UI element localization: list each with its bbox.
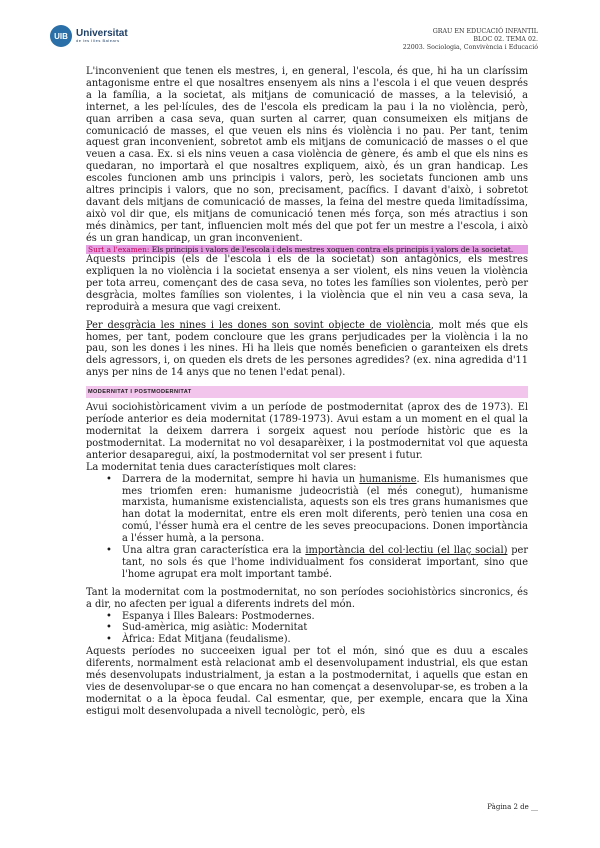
collectiu-term: importància del col·lectiu (el llaç social) — [305, 545, 508, 557]
university-logo — [50, 25, 128, 47]
section-heading: MODERNITAT I POSTMODERNITAT — [86, 386, 528, 398]
logo-text — [76, 29, 128, 43]
paragraph-7: Aquests períodes no succeeixen igual per tot el món, sinó que es duu a escales diferents, normalment està relacionat amb el desenvolupament industrial, els que estan més desenvolupats industrialment, ja estan a la postmodernitat, i aquells que estan en vies de desenvolupar-se o que encara no han començat a desenvolupar-se, es troben a la modernitat o a la època feudal. Cal esmentar, que, per exemple, encara que la Xina estigui molt desenvolupada a nivell tecnològic, però, els — [86, 646, 528, 717]
list-item: • Darrera de la modernitat, sempre hi havia un humanisme. Els humanismes que mes triomfen eren: humanisme judeocristià (el més conegut), humanisme marxista, humanisme existencialista, aquests son els tres grans humanismes que han dotat la modernitat, entre els eren molt diferents, però tenien una cosa en comú, l'ésser humà era el centre de les seves preocupacions. Donen importància a l'ésser humà, a la persona. — [86, 474, 528, 545]
header-course: 22003. Sociologia, Convivència i Educació — [402, 44, 538, 51]
list-item: • Una altra gran característica era la importància del col·lectiu (el llaç social) per tant, no sols és que l'home individualment fos considerat important, sino que l'home agrupat era molt important també. — [86, 545, 528, 581]
paragraph-3-rest: , molt més que els homes, per tant, podem concloure que les grans perjudicades per la violència i la no pau, son les dones i les nines. Hi ha lleis que només beneficien o garanteixen els drets dels agressors, i, on queden els drets de les persones agredides? (ex. nina agredida d'11 anys per nins de 14 anys que no tenen l'edat penal). — [86, 319, 528, 379]
document-body — [86, 66, 528, 718]
regions-list — [86, 611, 528, 647]
header-degree: GRAU EN EDUCACIÓ INFANTIL — [432, 28, 538, 35]
logo-subtitle: de les Illes Balears — [76, 38, 120, 43]
page-number: Pàgina 2 de __ — [487, 803, 538, 811]
paragraph-3 — [86, 320, 528, 380]
exam-text: Els principis i valors de l'escola i dels mestres xoquen contra els principis i valors de la societat. — [149, 244, 514, 254]
underlined-phrase: Per desgràcia les nines i les dones son sovint objecte de violència — [86, 319, 431, 331]
paragraph-5: La modernitat tenia dues característiques molt clares: — [86, 461, 357, 473]
characteristics-list — [86, 474, 528, 581]
list-item: • Espanya i Illes Balears: Postmodernes. — [86, 611, 528, 623]
paragraph-6: Tant la modernitat com la postmodernitat, no son períodes sociohistòrics sincronics, és a dir, no afecten per igual a diferents indrets del món. — [86, 586, 528, 610]
list-item: • Sud-amèrica, mig asiàtic: Modernitat — [86, 622, 528, 634]
logo-name: Universitat — [76, 28, 128, 39]
exam-highlight — [86, 245, 528, 255]
uib-logo-icon: UIB — [50, 25, 72, 47]
paragraph-1: L'inconvenient que tenen els mestres, i, en general, l'escola, és que, hi ha un claríssim antagonisme entre el que nosaltres ensenyem als nins a l'escola i el que veuen després a la família, a la societat, als mitjans de comunicació de masses, a la televisió, a internet, a les pel·lícules, des de l'escola els predicam la pau i la no violència, però, quan arriben a casa seva, quan surten al carrer, quan consumeixen els mitjans de comunicació de masses, el que veuen els nins és violència i no pau. Per tant, tenim aquest gran inconvenient, sobretot amb els mitjans de comunicació de masses o el que veuen a casa. Ex. si els nins veuen a casa violència de gènere, és amb el que els nins es quedaran, no importarà el que nosaltres expliquem, això, és un gran handicap. Les escoles funcionen amb uns principis i valors, però, les societats funcionen amb uns altres principis i valors, que no son, precisament, pacífics. I davant d'això, i sobretot davant dels mitjans de comunicació de masses, la feina del mestre queda limitadíssima, això vol dir que, els mitjans de comunicació tenen més força, son més atractius i son més dinàmics, per tant, influencien molt més del que pot fer un mestre a l'escola, i això és un gran handicap, un gran inconvenient. — [86, 66, 528, 244]
exam-label: Surt a l'examen: — [88, 244, 150, 254]
paragraph-4: Avui sociohistòricament vivim a un període de postmodernitat (aprox des de 1973). El període anterior es deia modernitat (1789-1973). Avui estam a un moment en el qual la modernitat la deixem darrera i sorgeix aquest nou període històric que es la postmodernitat. La modernitat no vol desaparèixer, i la postmodernitat vol que aquesta anterior desaparegui, així, la postmodernitat vol ser present i futur. — [86, 402, 528, 461]
paragraph-2: Aquests principis (els de l'escola i els de la societat) son antagònics, els mestres expliquen la no violència i la societat ensenya a ser violent, els nins veuen la violència per tota arreu, començant des de casa seva, no totes les famílies son violentes, però per desgràcia, moltes famílies son violentes, i la violència que el nin veu a casa seva, la reproduirà a mesura que vagi creixent. — [86, 254, 528, 313]
humanisme-term: humanisme — [359, 473, 417, 485]
header-block: BLOC 02. TEMA 02. — [473, 36, 538, 43]
list-item: • Àfrica: Edat Mitjana (feudalisme). — [86, 634, 528, 646]
page-header — [403, 28, 538, 52]
